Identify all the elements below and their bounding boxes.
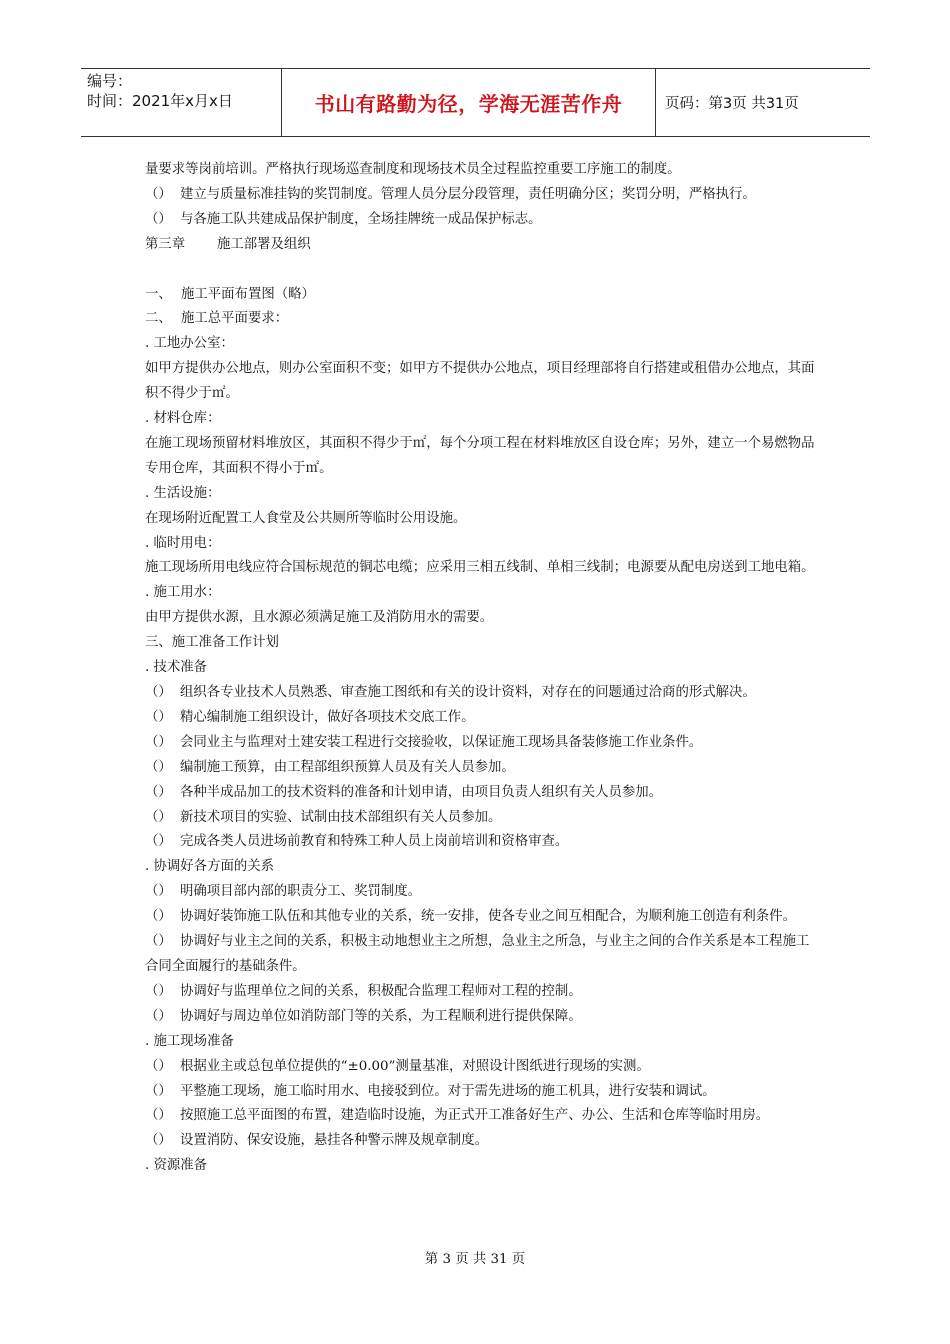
- page-footer: 第 3 页 共 31 页: [424, 1252, 526, 1267]
- list-item: [145, 1005, 815, 1030]
- paragraph: 施工现场所用电线应符合国标规范的铜芯电缆；应采用三相五线制、单相三线制；电源要从配电房送到工地电箱。: [145, 560, 815, 576]
- list-bullet: （）: [145, 1058, 172, 1074]
- list-item: [145, 1129, 815, 1154]
- list-bullet: （）: [145, 1008, 172, 1024]
- section-number: 一、: [145, 286, 172, 302]
- section-title: 施工平面布置图（略）: [181, 286, 315, 302]
- list-item-text: 建立与质量标准挂钩的奖罚制度。管理人员分层分段管理，责任明确分区；奖罚分明，严格执行。: [180, 186, 756, 202]
- list-item-text: 编制施工预算，由工程部组织预算人员及有关人员参加。: [180, 759, 515, 775]
- list-item-wrapped: [145, 905, 815, 930]
- list-item-text: 设置消防、保安设施，悬挂各种警示牌及规章制度。: [180, 1133, 488, 1149]
- list-bullet: （）: [145, 909, 172, 925]
- list-bullet: （）: [145, 809, 172, 825]
- list-item: [145, 681, 815, 706]
- paragraph: 由甲方提供水源，且水源必须满足施工及消防用水的需要。: [145, 610, 494, 626]
- section-heading: 三、施工准备工作计划: [145, 635, 279, 651]
- list-bullet: （）: [145, 759, 172, 775]
- list-bullet: （）: [145, 983, 172, 999]
- list-bullet: （）: [145, 1083, 172, 1099]
- list-item-text: 平整施工现场，施工临时用水、电接驳到位。对于需先进场的施工机具，进行安装和调试。: [180, 1083, 716, 1099]
- page-header: [81, 68, 870, 137]
- list-item-text: 新技术项目的实验、试制由技术部组织有关人员参加。: [180, 809, 502, 825]
- list-item: [145, 731, 815, 756]
- list-bullet: （）: [145, 834, 172, 850]
- subsection-title: . 生活设施：: [145, 485, 221, 501]
- list-bullet: （）: [145, 709, 172, 725]
- list-item: [145, 1104, 815, 1129]
- list-bullet: （）: [145, 884, 172, 900]
- paragraph: 在施工现场预留材料堆放区，其面积不得少于㎡，每个分项工程在材料堆放区自设仓库；另外，建立一个易燃物品专用仓库，其面积不得小于㎡。: [145, 435, 815, 476]
- subsection-title: . 工地办公室：: [145, 336, 234, 352]
- list-item: [145, 781, 815, 806]
- list-item-text: 会同业主与监理对土建安装工程进行交接验收，以保证施工现场具备装修施工作业条件。: [180, 734, 703, 750]
- list-item-text: 与各施工队共建成品保护制度，全场挂牌统一成品保护标志。: [180, 211, 542, 227]
- paragraph: 在现场附近配置工人食堂及公共厕所等临时公用设施。: [145, 510, 467, 526]
- subsection-title: . 技术准备: [145, 660, 208, 676]
- list-item-text: 完成各类人员进场前教育和特殊工种人员上岗前培训和资格审查。: [180, 834, 569, 850]
- list-bullet: （）: [145, 934, 172, 950]
- list-item: [145, 756, 815, 781]
- list-item-text: 组织各专业技术人员熟悉、审查施工图纸和有关的设计资料，对存在的问题通过洽商的形式解决。: [180, 685, 756, 701]
- header-motto-cell: [282, 69, 656, 136]
- list-bullet: （）: [145, 1133, 172, 1149]
- list-item-text: 根据业主或总包单位提供的“±0.00”测量基准，对照设计图纸进行现场的实测。: [180, 1058, 650, 1074]
- list-item-text: 协调好与周边单位如消防部门等的关系，为工程顺利进行提供保障。: [180, 1008, 582, 1024]
- list-item: [145, 706, 815, 731]
- list-item: [145, 880, 815, 905]
- subsection-title: . 施工用水：: [145, 585, 221, 601]
- list-item: [145, 980, 815, 1005]
- list-bullet: （）: [145, 685, 172, 701]
- list-bullet: （）: [145, 734, 172, 750]
- subsection-title: . 施工现场准备: [145, 1033, 234, 1049]
- list-item-text: 协调好与业主之间的关系，积极主动地想业主之所想，急业主之所急，与业主之间的合作关系是本工程施工合同全面履行的基础条件。: [145, 934, 810, 974]
- paragraph: 如甲方提供办公地点，则办公室面积不变；如甲方不提供办公地点，项目经理部将自行搭建或租借办公地点，其面积不得少于㎡。: [145, 361, 815, 402]
- list-item-text: 各种半成品加工的技术资料的准备和计划申请，由项目负责人组织有关人员参加。: [180, 784, 663, 800]
- list-bullet: （）: [145, 784, 172, 800]
- section-number: 二、: [145, 311, 172, 327]
- subsection-title: . 协调好各方面的关系: [145, 859, 275, 875]
- document-body: [145, 158, 815, 1179]
- subsection-title: . 资源准备: [145, 1158, 208, 1174]
- paragraph: 量要求等岗前培训。严格执行现场巡查制度和现场技术员全过程监控重要工序施工的制度。: [145, 162, 681, 177]
- chapter-number: 第三章: [145, 236, 186, 252]
- subsection-title: . 临时用电：: [145, 535, 221, 551]
- list-item-text: 协调好与监理单位之间的关系，积极配合监理工程师对工程的控制。: [180, 983, 582, 999]
- list-bullet: （）: [145, 186, 172, 202]
- section-heading: [145, 283, 815, 308]
- header-meta: [81, 69, 282, 136]
- list-item-text: 协调好装饰施工队伍和其他专业的关系，统一安排，使各专业之间互相配合，为顺利施工创造有利条件。: [180, 909, 796, 925]
- chapter-heading: [145, 233, 815, 258]
- list-item: [145, 806, 815, 831]
- section-title: 施工总平面要求：: [181, 311, 289, 327]
- list-item: [145, 1055, 815, 1080]
- header-page-number: 页码：第3页 共31页: [665, 96, 799, 112]
- list-item-text: 精心编制施工组织设计，做好各项技术交底工作。: [180, 709, 475, 725]
- document-number-label: 编号：: [87, 72, 133, 90]
- section-heading: [145, 307, 815, 332]
- list-item-text: 明确项目部内部的职责分工、奖罚制度。: [180, 884, 422, 900]
- list-bullet: （）: [145, 1108, 172, 1124]
- subsection-title: . 材料仓库：: [145, 411, 221, 427]
- list-item: [145, 830, 815, 855]
- list-bullet: （）: [145, 211, 172, 227]
- blank-line: [145, 258, 815, 283]
- list-item-wrapped: [145, 930, 815, 980]
- list-item: [145, 1080, 815, 1105]
- list-item-text: 按照施工总平面图的布置，建造临时设施，为正式开工准备好生产、办公、生活和仓库等临时用房。: [180, 1108, 770, 1124]
- chapter-title: 施工部署及组织: [217, 236, 311, 252]
- list-item: [145, 183, 815, 208]
- document-date: 时间：2021年x月x日: [87, 92, 233, 110]
- list-item: [145, 208, 815, 233]
- header-motto: 书山有路勤为径，学海无涯苦作舟: [314, 92, 623, 116]
